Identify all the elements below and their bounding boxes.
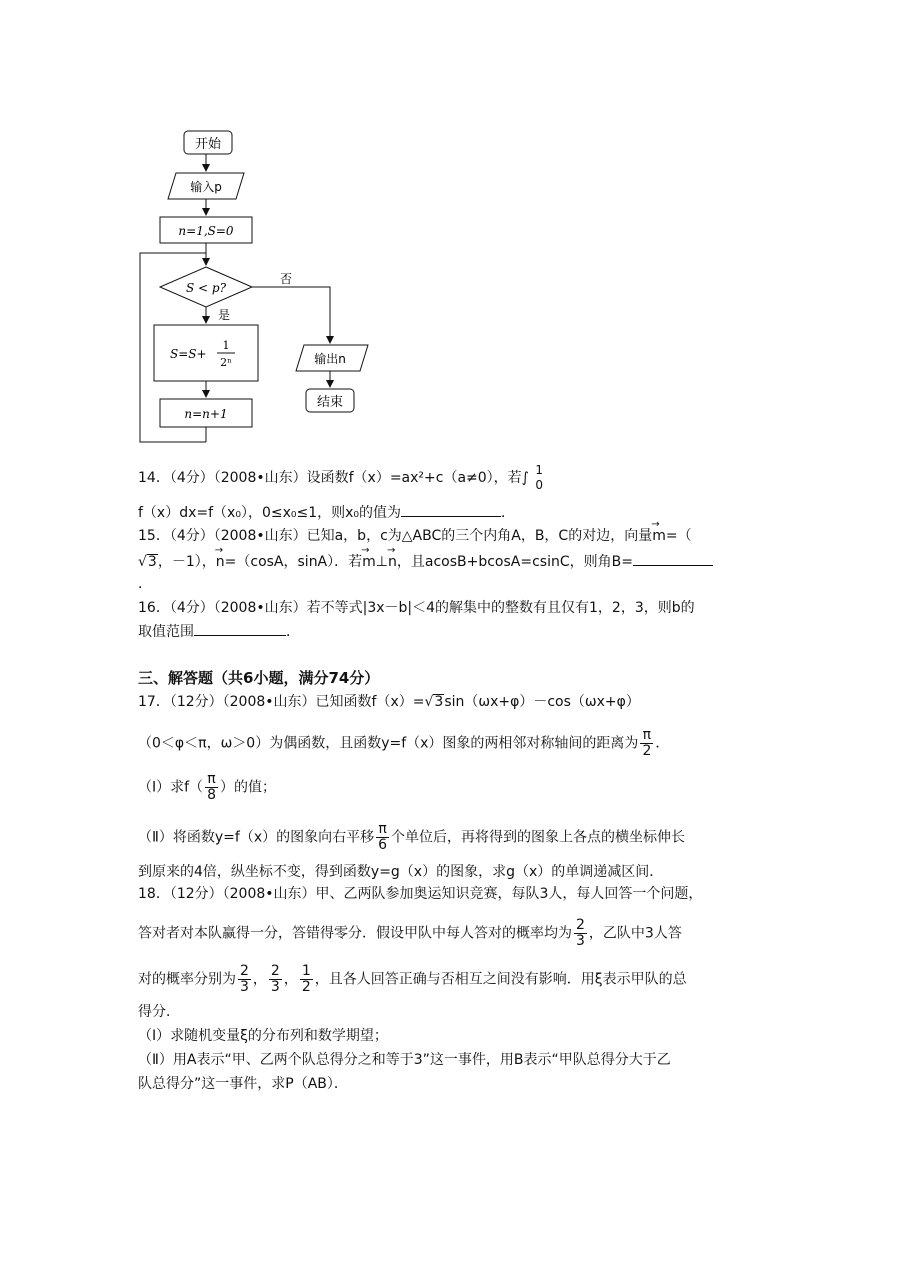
q18-line1: 18．（12分）（2008•山东）甲、乙两队参加奥运知识竞赛，每队3人，每人回答一个问题， [138,886,703,902]
q18-part2-cont: 队总得分”这一事件，求P（AB）． [138,1076,348,1092]
condition-label: S < p? [185,281,227,295]
q18-line3: 对的概率分别为 $\frac{2}{3}$ ， $\frac{2}{3}$ ， $\frac{1}{2}$ ，且各人回答正确与否相互之间没有影响．用ξ表示甲队的总 [138,963,687,995]
start-label: 开始 [194,137,222,152]
output-label: 输出n [314,352,346,366]
sqrt-symbol: √ [138,554,147,570]
fraction-pi-6: $\frac{\pi}{6}$ [378,821,388,853]
q17-line2: （0＜φ＜π，ω＞0）为偶函数，且函数y=f（x）图象的两相邻对称轴间的距离为 $\frac{\pi}{2}$ ． [138,727,670,759]
init-label: n=1,S=0 [178,224,234,238]
q15-line2: √3，－1），→ n=（cosA，sinA）．若→ m⊥→ n，且acosB+bcosA=csinC，则角B= [138,552,713,572]
q18-line2: 答对者对本队赢得一分，答错得零分．假设甲队中每人答对的概率均为 $\frac{2}{3}$ ，乙队中3人答 [138,917,682,949]
q15-line3: ． [138,576,152,592]
fraction-pi-8: $\frac{\pi}{8}$ [207,771,216,803]
update-n-label: n=n+1 [184,407,228,421]
q17-part1: （Ⅰ）求f（ $\frac{\pi}{8}$ ）的值； [138,771,276,803]
input-label: 输入p [190,180,222,194]
q16-line2: 取值范围 ． [138,624,300,640]
q18-line4: 得分． [138,1004,180,1020]
fraction-pi-2: $\frac{\pi}{2}$ [642,727,652,759]
answer-blank [633,553,713,566]
q14-line1: 14．（4分）（2008•山东）设函数f（x）=ax²+c（a≠0），若∫ 1 0 [138,463,544,492]
update-s-denominator: 2ⁿ [220,356,232,369]
q17-part2-cont: 到原来的4倍，纵坐标不变，得到函数y=g（x）的图象，求g（x）的单调递减区间． [138,864,664,880]
q18-part2: （Ⅱ）用A表示“甲、乙两个队总得分之和等于3”这一事件，用B表示“甲队总得分大于乙 [138,1052,671,1068]
section-title: 三、解答题（共6小题，满分74分） [138,669,380,687]
fraction-2-3: $\frac{2}{3}$ [576,917,585,949]
integral-bounds: 1 0 [535,463,544,492]
q18-part1: （Ⅰ）求随机变量ξ的分布列和数学期望； [138,1028,388,1044]
q16-line1: 16．（4分）（2008•山东）若不等式|3x－b|＜4的解集中的整数有且仅有1，2，3，则b的 [138,600,695,616]
no-label: 否 [280,272,293,286]
update-s-label: S=S+ [170,347,207,361]
q15-line1: 15．（4分）（2008•山东）已知a，b，c为△ABC的三个内角A，B，C的对边，向量→ m=（ [138,526,692,546]
flowchart [130,125,380,455]
yes-label: 是 [218,308,231,322]
q17-part2: （Ⅱ）将函数y=f（x）的图象向右平移 $\frac{\pi}{6}$ 个单位后，再将得到的图象上各点的横坐标伸长 [138,821,686,853]
update-s-numerator: 1 [222,339,230,352]
answer-blank [194,623,286,636]
vector-m: → m [652,526,666,546]
answer-blank [401,504,501,517]
q14-line2: f（x）dx=f（x₀），0≤x₀≤1，则x₀的值为 ． [138,505,516,521]
vector-n: → n [216,552,225,572]
end-label: 结束 [316,395,344,410]
q17-line1: 17．（12分）（2008•山东）已知函数f（x）=√3sin（ωx+φ）－cos（ωx+φ） [138,694,640,710]
